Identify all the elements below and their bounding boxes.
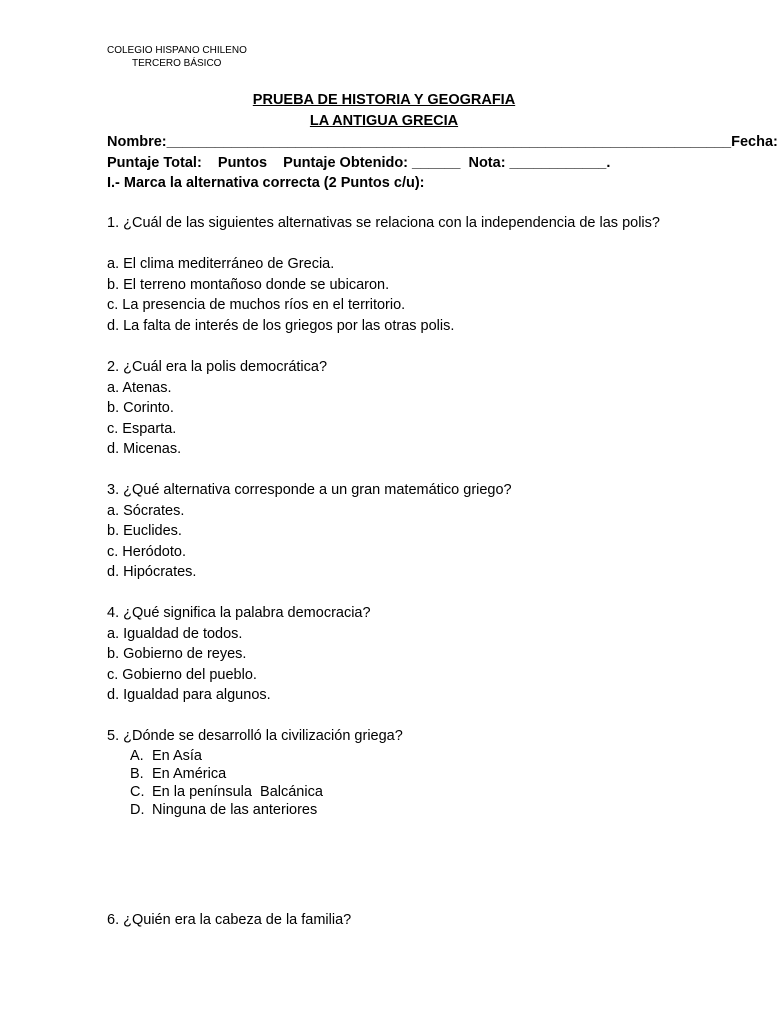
q5-option-b-marker: B. — [130, 766, 144, 782]
q4-option-d[interactable]: d. Igualdad para algunos. — [107, 687, 271, 703]
q5-option-b[interactable] — [130, 765, 226, 783]
q4-option-a[interactable]: a. Igualdad de todos. — [107, 625, 243, 642]
q5-option-a[interactable] — [130, 747, 202, 765]
q5-option-a-label: En Asía — [152, 748, 202, 764]
q5-option-c-label: En la península Balcánica — [152, 784, 323, 800]
q5-option-c[interactable] — [130, 783, 323, 801]
question-2: 2. ¿Cuál era la polis democrática? — [107, 359, 328, 375]
question-6: 6. ¿Quién era la cabeza de la familia? — [107, 912, 352, 928]
q1-option-b[interactable]: b. El terreno montañoso donde se ubicaron. — [107, 276, 390, 293]
q1-option-c[interactable]: c. La presencia de muchos ríos en el territorio. — [107, 297, 406, 313]
q2-option-d[interactable]: d. Micenas. — [107, 441, 182, 457]
q1-option-a[interactable]: a. El clima mediterráneo de Grecia. — [107, 256, 335, 272]
q3-option-b[interactable]: b. Euclides. — [107, 523, 182, 539]
exam-title: PRUEBA DE HISTORIA Y GEOGRAFIA — [252, 92, 516, 108]
instruction: I.- Marca la alternativa correcta (2 Puntos c/u): — [107, 175, 425, 191]
school-name: COLEGIO HISPANO CHILENO — [107, 45, 247, 56]
q5-option-c-marker: C. — [130, 784, 145, 800]
name-date-row — [107, 133, 778, 151]
q2-option-a[interactable]: a. Atenas. — [107, 379, 172, 396]
q5-option-d[interactable] — [130, 801, 317, 819]
q5-option-b-label: En América — [152, 766, 227, 782]
q4-option-b[interactable]: b. Gobierno de reyes. — [107, 646, 247, 662]
name-line[interactable]: ______________________________________________________________________ — [166, 134, 732, 150]
exam-subtitle: LA ANTIGUA GRECIA — [309, 113, 459, 129]
q3-option-a[interactable]: a. Sócrates. — [107, 502, 185, 519]
q5-option-d-label: Ninguna de las anteriores — [152, 802, 318, 818]
q3-option-d[interactable]: d. Hipócrates. — [107, 564, 197, 580]
q1-option-d[interactable]: d. La falta de interés de los griegos por las otras polis. — [107, 317, 455, 334]
q2-option-b[interactable]: b. Corinto. — [107, 400, 174, 416]
name-label: Nombre: — [107, 134, 167, 150]
question-5: 5. ¿Dónde se desarrolló la civilización griega? — [107, 728, 403, 744]
q5-option-d-marker: D. — [130, 802, 145, 818]
q3-option-c[interactable]: c. Heródoto. — [107, 543, 186, 560]
date-label: Fecha: — [731, 134, 778, 150]
question-1: 1. ¿Cuál de las siguientes alternativas se relaciona con la independencia de las polis? — [107, 215, 660, 231]
question-3: 3. ¿Qué alternativa corresponde a un gran matemático griego? — [107, 482, 512, 498]
score-row: Puntaje Total: Puntos Puntaje Obtenido: ______ Nota: ____________. — [107, 155, 611, 171]
q5-option-a-marker: A. — [130, 748, 144, 764]
q4-option-c[interactable]: c. Gobierno del pueblo. — [107, 666, 257, 683]
question-4: 4. ¿Qué significa la palabra democracia? — [107, 605, 371, 621]
grade-level: TERCERO BÁSICO — [132, 58, 222, 69]
q2-option-c[interactable]: c. Esparta. — [107, 420, 177, 437]
